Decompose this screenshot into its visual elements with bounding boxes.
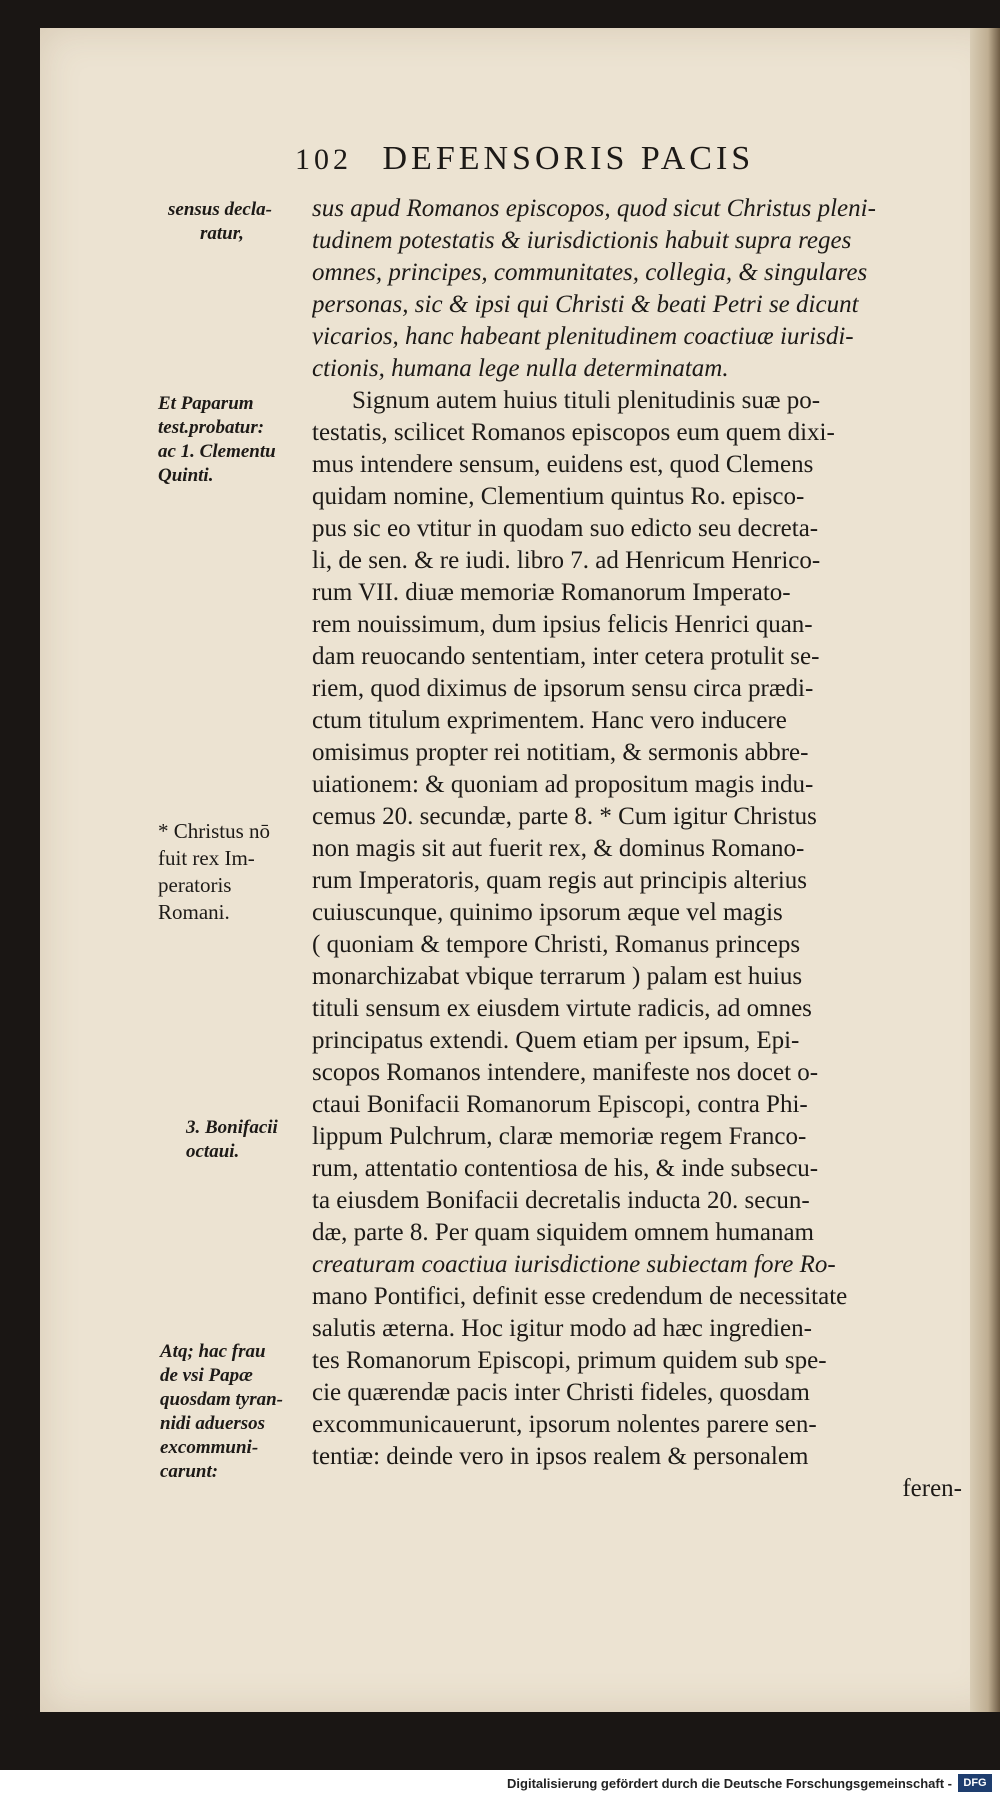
margin-note-sensus: sensus decla- ratur, <box>168 199 272 244</box>
text-line: principatus extendi. Quem etiam per ipsum, Epi- <box>312 1027 800 1054</box>
margin-note-atque: Atq; hac frau de vsi Papæ quosdam tyran- nidi aduersos excommuni- carunt: <box>160 1341 283 1482</box>
text-line: testatis, scilicet Romanos episcopos eum quem dixi- <box>312 419 835 446</box>
margin-note-bonifacii: 3. Bonifacii octaui. <box>186 1117 278 1162</box>
text-line: riem, quod diximus de ipsorum sensu circa prædi- <box>312 675 814 702</box>
text-line: uiationem: & quoniam ad propositum magis indu- <box>312 771 814 798</box>
catchword: feren- <box>902 1475 962 1502</box>
text-line: tes Romanorum Episcopi, primum quidem sub spe- <box>312 1347 827 1374</box>
text-line: cuiuscunque, quinimo ipsorum æque vel magis <box>312 899 783 926</box>
text-line: creaturam coactiua iurisdictione subiectam fore Ro- <box>312 1251 836 1278</box>
text-line: tituli sensum ex eiusdem virtute radicis, ad omnes <box>312 995 812 1022</box>
text-line: ctionis, humana lege nulla determinatam. <box>312 355 729 382</box>
text-line: cemus 20. secundæ, parte 8. * Cum igitur Christus <box>312 803 817 830</box>
text-line: rum, attentatio contentiosa de his, & inde subsecu- <box>312 1155 819 1182</box>
text-line: ctum titulum exprimentem. Hanc vero inducere <box>312 707 787 734</box>
text-line: tudinem potestatis & iurisdictionis habuit supra reges <box>312 227 852 254</box>
text-line: lippum Pulchrum, claræ memoriæ regem Franco- <box>312 1123 807 1150</box>
running-title: DEFENSORIS PACIS <box>382 140 755 177</box>
text-line: rem nouissimum, dum ipsius felicis Henrici quan- <box>312 611 813 638</box>
text-line: omnes, principes, communitates, collegia, & singulares <box>312 259 868 286</box>
text-line: mus intendere sensum, euidens est, quod Clemens <box>312 451 814 478</box>
text-line: personas, sic & ipsi qui Christi & beati Petri se dicunt <box>312 291 859 318</box>
folio-number: 102 <box>295 143 352 176</box>
text-line: li, de sen. & re iudi. libro 7. ad Henricum Henrico- <box>312 547 821 574</box>
text-line: rum Imperatoris, quam regis aut principis alterius <box>312 867 808 894</box>
text-line: dæ, parte 8. Per quam siquidem omnem humanam <box>312 1219 814 1246</box>
margin-note-christus: * Christus nō fuit rex Im- peratoris Romani. <box>158 819 271 924</box>
text-line: vicarios, hanc habeant plenitudinem coactiuæ iurisdi- <box>312 323 854 350</box>
text-line: excommunicauerunt, ipsorum nolentes parere sen- <box>312 1411 817 1438</box>
text-line: ctaui Bonifacii Romanorum Episcopi, contra Phi- <box>312 1091 808 1118</box>
text-line: quidam nomine, Clementium quintus Ro. episco- <box>312 483 805 510</box>
text-line: dam reuocando sententiam, inter cetera protulit se- <box>312 643 820 670</box>
text-line: ( quoniam & tempore Christi, Romanus princeps <box>312 931 801 958</box>
text-line: monarchizabat vbique terrarum ) palam est huius <box>312 963 803 990</box>
text-line: non magis sit aut fuerit rex, & dominus Romano- <box>312 835 805 862</box>
text-line: Signum autem huius tituli plenitudinis suæ po- <box>352 387 821 414</box>
body-text <box>312 193 962 1505</box>
text-line: sus apud Romanos episcopos, quod sicut Christus pleni- <box>312 195 876 222</box>
margin-note-paparum: Et Paparum test.probatur: ac 1. Clementu Quinti. <box>158 393 276 486</box>
running-head <box>295 140 754 178</box>
text-line: salutis æterna. Hoc igitur modo ad hæc ingredien- <box>312 1315 812 1342</box>
funding-credit: Digitalisierung gefördert durch die Deutsche Forschungsgemeinschaft - <box>507 1776 952 1791</box>
text-line: pus sic eo vtitur in quodam suo edicto seu decreta- <box>312 515 819 542</box>
text-line: scopos Romanos intendere, manifeste nos docet o- <box>312 1059 819 1086</box>
text-line: omisimus propter rei notitiam, & sermonis abbre- <box>312 739 809 766</box>
page-edge <box>970 28 1000 1712</box>
text-line: tentiæ: deinde vero in ipsos realem & personalem <box>312 1443 809 1470</box>
text-line: mano Pontifici, definit esse credendum de necessitate <box>312 1283 848 1310</box>
text-line: cie quærendæ pacis inter Christi fideles, quosdam <box>312 1379 810 1406</box>
dfg-logo-icon: DFG <box>958 1774 992 1792</box>
text-line: rum VII. diuæ memoriæ Romanorum Imperato- <box>312 579 791 606</box>
text-line: ta eiusdem Bonifacii decretalis inducta 20. secun- <box>312 1187 810 1214</box>
